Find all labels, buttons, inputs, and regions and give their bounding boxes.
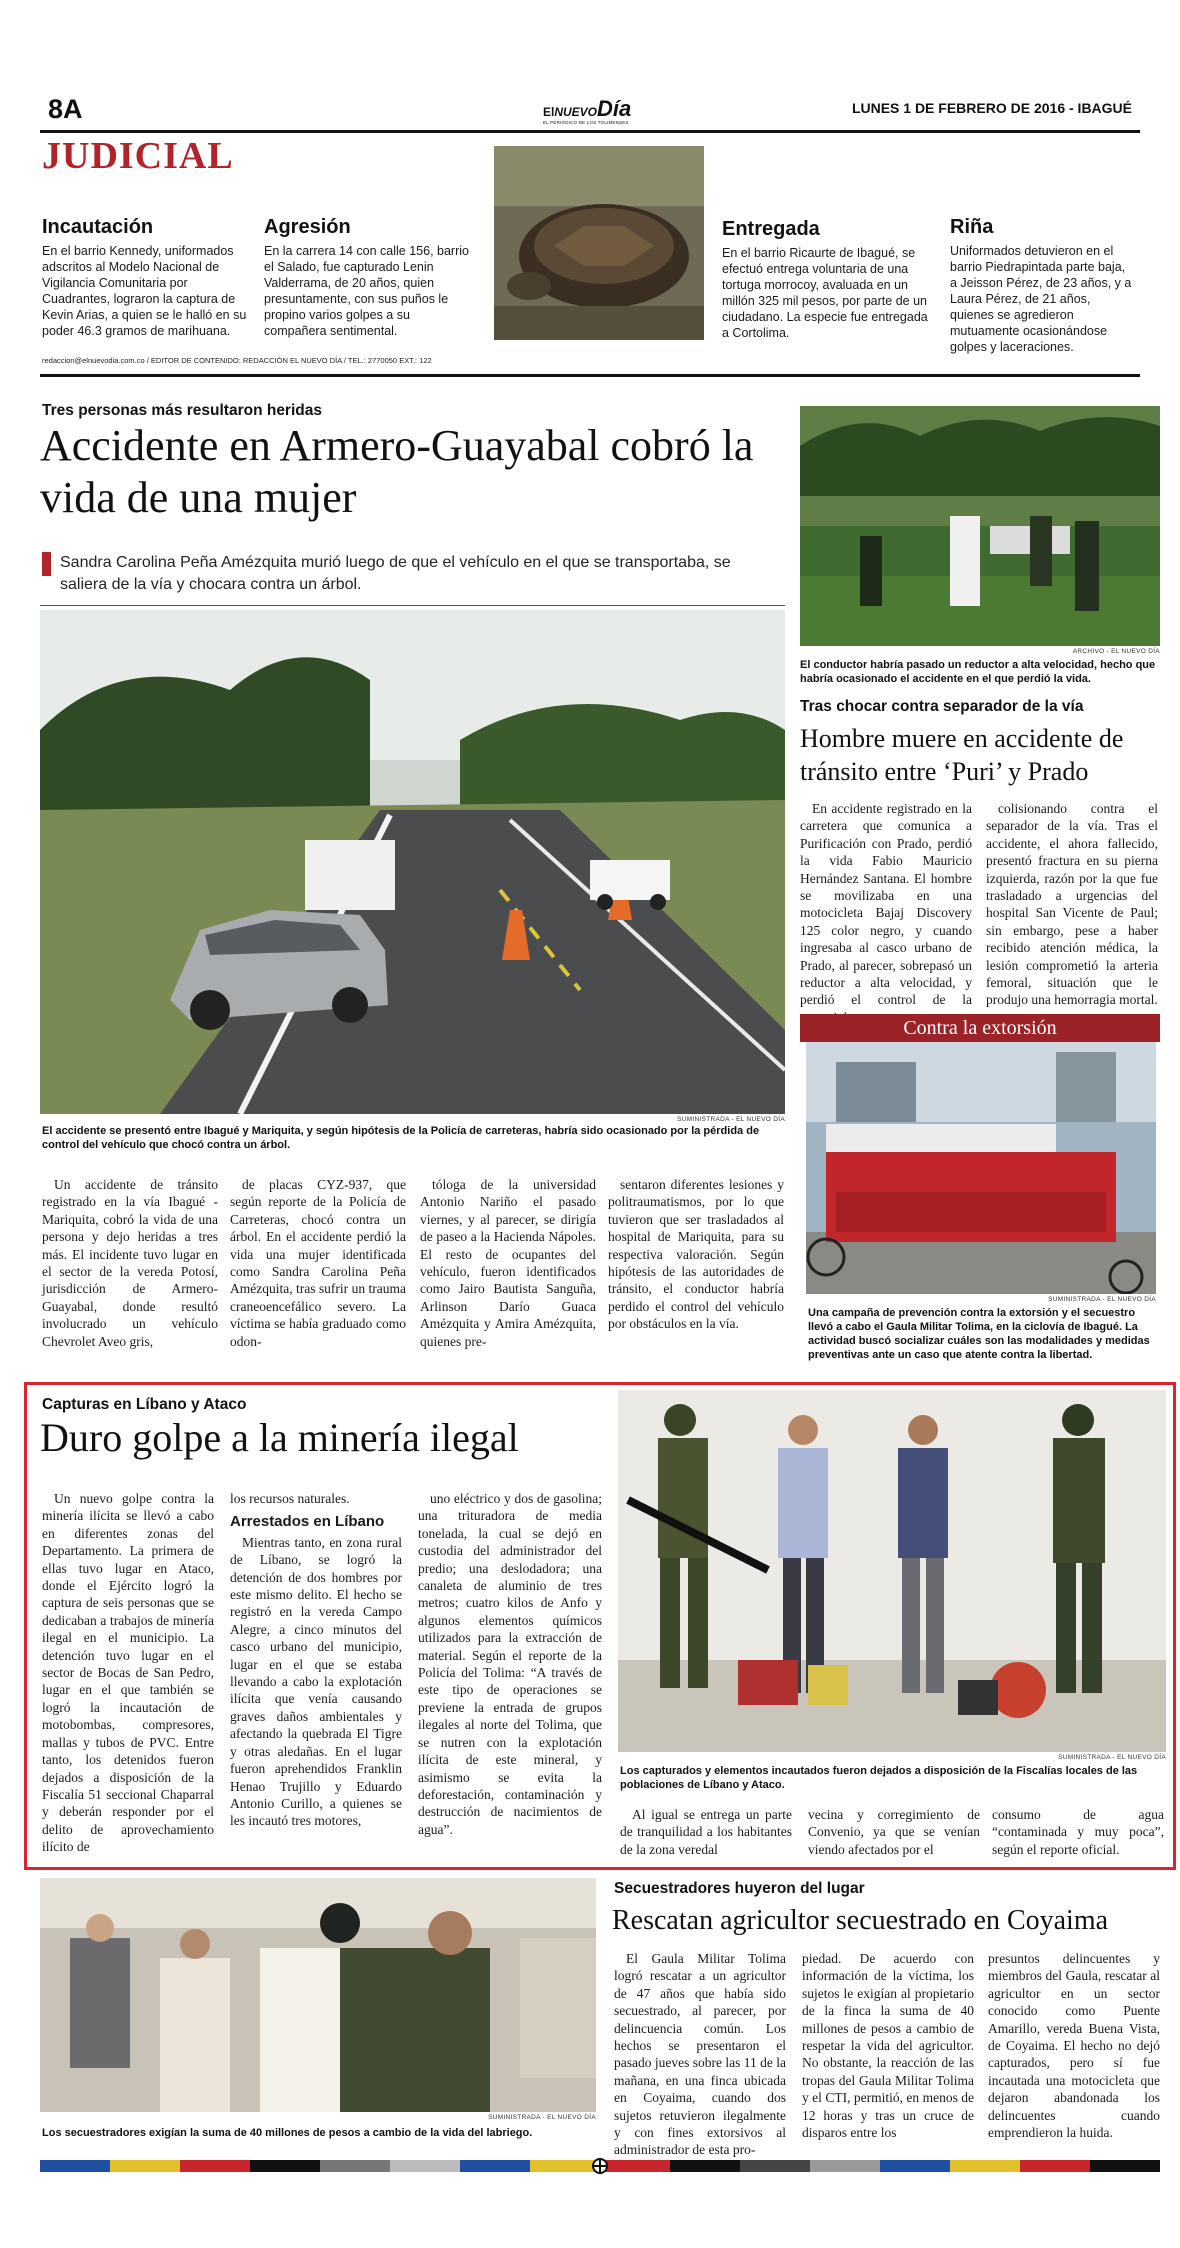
paragraph: El Gaula Militar Tolima logró rescatar a un agricultor de 47 años que había sido secuestrado, al parecer, por delincuencia común. Los hechos se presentaron el pasado jueves sobre las 11 de la mañana, en una finca ubicada en Coyaima, cuando dos sujetos retuvieron ilegalmente y con fines extorsivos al administrador de esta pro- (614, 1951, 786, 2158)
brief-title: Incautación (42, 216, 154, 238)
story3-photo-credit: SUMINISTRADA - EL NUEVO DÍA (1048, 1296, 1156, 1303)
paragraph: En accidente registrado en la carretera que comunica a Purificación con Prado, perdió la vida Fabio Mauricio Hernández Santana. El hombre se movilizaba en una motocicleta Bajaj Discovery 125 color negro, y cuando ingresaba al casco urbano de Prado, al parecer, sobrepasó un reductor a alta velocidad, y perdió el control de la (800, 801, 972, 1008)
story1-kicker: Tres personas más resultaron heridas (42, 402, 322, 419)
brief-body: En la carrera 14 con calle 156, barrio el Salado, fue capturado Lenin Valderrama, de 20 años, quien presuntamente, con sus puños le propino varios golpes a su compañera sentimental. (264, 244, 469, 338)
story4-col2 (230, 1490, 402, 1830)
brief-rina (950, 216, 1135, 355)
paragraph: vecina y corregimiento de Convenio, ya que se venían viendo afectados por el (808, 1807, 980, 1857)
story2-kicker: Tras chocar contra separador de la vía (800, 698, 1084, 715)
story1-headline: Accidente en Armero-Guayabal cobró la vida de una mujer (40, 421, 754, 522)
story4-kicker: Capturas en Líbano y Ataco (42, 1396, 247, 1413)
paragraph: presuntos delincuentes y miembros del Gaula, rescatar al agricultor en un sector conocido como Puente Amarillo, vereda Buena Vista, de Coyaima. El hecho no dejó capturados, pero sí fue incautada una motocicleta que dejaron abandonada los delincuentes cuando emprendieron la huida. (988, 1951, 1160, 2141)
campaign-photo (806, 1042, 1156, 1294)
quote-marker-icon (42, 552, 51, 576)
paragraph: consumo de agua “contaminada y muy poca”, según el reporte oficial. (992, 1807, 1164, 1857)
paragraph: piedad. De acuerdo con información de la víctima, los sujetos le exigían al propietario de la finca la suma de 40 millones de pesos a cambio de respetar la vida del agricultor. No obstante, la reacción de las tropas del Gaula Militar Tolima y el CTI, permitió, en menos de 12 horas y tras un cruce de disparos entre los (802, 1951, 974, 2141)
story4-subhead: Arrestados en Líbano (230, 1513, 385, 1531)
brief-title: Entregada (722, 218, 820, 240)
brief-title: Agresión (264, 216, 351, 238)
story2-col1 (800, 800, 972, 1026)
header-rule (40, 130, 1140, 133)
story1-caption: El accidente se presentó entre Ibagué y Mariquita, y según hipótesis de la Policía de carreteras, habría sido ocasionado por la pérdida de control del vehículo que chocó contra un árbol. (42, 1125, 760, 1151)
paragraph: sentaron diferentes lesiones y politraumatismos, por lo que tuvieron que ser trasladados al hospital de Mariquita, para su respectiva valoración. Según hipótesis de las autoridades de tránsito, el conductor habría perdido el control del vehículo por obstáculos en la vía. (608, 1177, 784, 1332)
paragraph: de placas CYZ-937, que según reporte de la Policía de Carreteras, chocó contra un árbol. En el accidente perdió la vida una mujer identificada como Sandra Carolina Peña Amézquita, tras sufrir un trauma craneoencefálico severo. La víctima se había graduado como odon- (230, 1177, 406, 1349)
logo-dia: Día (597, 96, 632, 121)
story5-headline: Rescatan agricultor secuestrado en Coyaima (612, 1905, 1109, 1936)
page-date: LUNES 1 DE FEBRERO DE 2016 - IBAGUÉ (851, 100, 1132, 116)
story1-col4 (608, 1176, 784, 1333)
story2-col2 (986, 800, 1158, 1009)
story4-headline: Duro golpe a la minería ilegal (40, 1415, 519, 1460)
paragraph: Al igual se entrega un parte de tranquilidad a los habitantes de la zona veredal (620, 1807, 792, 1857)
paragraph: Un nuevo golpe contra la minería ilícita se llevó a cabo en diferentes zonas del Departamento. La primera de ellas tuvo lugar en Ataco, donde el Ejército logró la captura de seis personas que se dedicaban a trabajos de minería ilegal en el municipio. La detención tuvo lugar en el sector de Bocas de San Pedro, lugar en el que también se logró la incautación de motobombas, compresores, mallas y tubos de PVC. Entre tanto, los detenidos fueron dejados a disposición de la Fiscalía 51 seccional Chaparral y deberán responder por el delito de aprovechamiento ilícito de (42, 1491, 214, 1855)
page-header (40, 92, 1140, 130)
brief-body: En el barrio Ricaurte de Ibagué, se efectuó entrega voluntaria de una tortuga morrocoy, avaluada en un millón 325 mil pesos, por parte de un ciudadano. La especie fue entregada a Cortolima. (722, 246, 928, 340)
story3-caption: Una campaña de prevención contra la extorsión y el secuestro llevó a cabo el Gaula Militar Tolima, en la ciclovía de Ibagué. La actividad buscó socializar cuáles son las modalidades y medidas preventivas ante un caso que atente contra la libertad. (808, 1307, 1150, 1361)
story1-photo-credit: SUMINISTRADA - EL NUEVO DÍA (677, 1116, 785, 1123)
paragraph: tóloga de la universidad Antonio Nariño el pasado viernes, y al parecer, se dirigía de paseo a la Hacienda Nápoles. El resto de ocupantes del vehículo, fueron identificados como Jairo Bautista Sanguña, Arlinson Darío Guaca Amézquita y Amira Amézquita, quienes pre- (420, 1177, 596, 1349)
extortion-banner (800, 1014, 1160, 1042)
story4-photo-credit: SUMINISTRADA - EL NUEVO DÍA (1058, 1754, 1166, 1761)
brief-entregada (722, 218, 932, 341)
paragraph: uno eléctrico y dos de gasolina; una trituradora de media tonelada, la cual se dejó en custodia del administrador del predio; una deslodadora; una canaleta de aluminio de tres metros; cuatro kilos de Anfo y algunos elementos químicos utilizados para la extracción de material. Según el reporte de la Policía del Tolima: “A través de este tipo de operaciones se previene la entrada de grupos ilegales al norte del Tolima, que se nutren con la explotación ilícita de este mineral, y asimismo se evita la deforestación, contaminación y destrucción de nacimientos de agua”. (418, 1491, 602, 1837)
logo-nuevo: NUEVO (554, 105, 598, 119)
story5-caption: Los secuestradores exigían la suma de 40 millones de pesos a cambio de la vida del labriego. (42, 2127, 533, 2139)
story4-col4 (620, 1806, 792, 1858)
body-removal-photo (800, 406, 1160, 646)
captured-miners-photo (618, 1390, 1166, 1752)
rescue-photo (40, 1878, 596, 2112)
story4-col1 (42, 1490, 214, 1856)
paragraph: Un accidente de tránsito registrado en la vía Ibagué - Mariquita, cobró la vida de una persona y dejo heridas a tres más. El incidente tuvo lugar en el sector de la vereda Potosí, jurisdicción de Armero-Guayabal, donde resultó involucrado un vehículo Chevrolet Aveo gris, (42, 1177, 218, 1349)
brief-body: En el barrio Kennedy, uniformados adscritos al Modelo Nacional de Vigilancia Comunitaria por Cuadrantes, lograron la captura de Kevin Arias, a quien se le halló en su poder 46.3 gramos de marihuana. (42, 244, 247, 338)
banner-title: Contra la extorsión (903, 1017, 1057, 1039)
story1-col3 (420, 1176, 596, 1350)
story1-lead-rule (40, 605, 785, 606)
brief-agresion (264, 216, 474, 339)
story5-col3 (988, 1950, 1160, 2141)
tortoise-photo (494, 146, 704, 340)
story2-headline: Hombre muere en accidente de tránsito entre ‘Puri’ y Prado (800, 724, 1124, 786)
registration-mark-icon (592, 2158, 608, 2174)
paragraph: colisionando contra el separador de la vía. Tras el accidente, el ahora fallecido, presentó fractura en su pierna izquierda, razón por la que fue trasladado a urgencias del hospital San Vicente de Paul; sin embargo, pese a haber recibido atención médica, la lesión comprometió la arteria femoral, situación que le produjo una hemorragia mortal. (986, 801, 1158, 1008)
brief-title: Riña (950, 216, 994, 238)
story5-col2 (802, 1950, 974, 2141)
story5-photo-credit: SUMINISTRADA - EL NUEVO DÍA (488, 2114, 596, 2121)
crash-photo (40, 610, 785, 1114)
story5-kicker: Secuestradores huyeron del lugar (614, 1880, 865, 1897)
story4-col6 (992, 1806, 1164, 1858)
brief-incautacion (42, 216, 252, 339)
masthead-credits: redaccion@elnuevodia.com.co / EDITOR DE CONTENIDO: REDACCIÓN EL NUEVO DÍA / TEL.: 2770050 EXT.: 122 (42, 356, 432, 365)
story4-caption: Los capturados y elementos incautados fueron dejados a disposición de la Fiscalías locales de las poblaciones de Líbano y Ataco. (620, 1765, 1138, 1791)
story1-col1 (42, 1176, 218, 1350)
story5-col1 (614, 1950, 786, 2159)
story2-caption: El conductor habría pasado un reductor a alta velocidad, hecho que habría ocasionado el accidente en el que perdió la vida. (800, 659, 1156, 685)
brief-body: Uniformados detuvieron en el barrio Piedrapintada parte baja, a Jeisson Pérez, de 23 años, y a Laura Pérez, de 21 años, quienes se agredieron mutuamente ocasionándose golpes y laceraciones. (950, 244, 1132, 354)
paragraph-end: los recursos naturales. (230, 1491, 350, 1506)
logo-tagline: EL PERIÓDICO DE LOS TOLIMENSES (543, 120, 629, 125)
story2-photo-credit: ARCHIVO - EL NUEVO DÍA (1072, 648, 1160, 655)
section-title: JUDICIAL (42, 135, 234, 177)
newspaper-logo (543, 96, 653, 125)
story1-col2 (230, 1176, 406, 1350)
story4-col5 (808, 1806, 980, 1858)
paragraph: Mientras tanto, en zona rural de Líbano, se logró la detención de dos hombres por este mismo delito. El hecho se registró en la vereda Campo Alegre, a cinco minutos del casco urbano del municipio, lugar en el que se estaba llevando a cabo la explotación ilícita que venía causando graves daños ambientales y afectando la quebrada El Tigre y otras aledañas. En el lugar fueron aprehendidos Franklin Henao Trujillo y Eduardo Antonio Curillo, a quienes se les incautó tres motores, (230, 1534, 402, 1829)
logo-el: El (543, 105, 555, 119)
story1-lead: Sandra Carolina Peña Amézquita murió luego de que el vehículo en el que se transportaba, se saliera de la vía y chocara contra un árbol. (60, 554, 731, 593)
page-number: 8A (48, 94, 83, 124)
story4-col3 (418, 1490, 602, 1838)
briefs-rule (40, 374, 1140, 377)
